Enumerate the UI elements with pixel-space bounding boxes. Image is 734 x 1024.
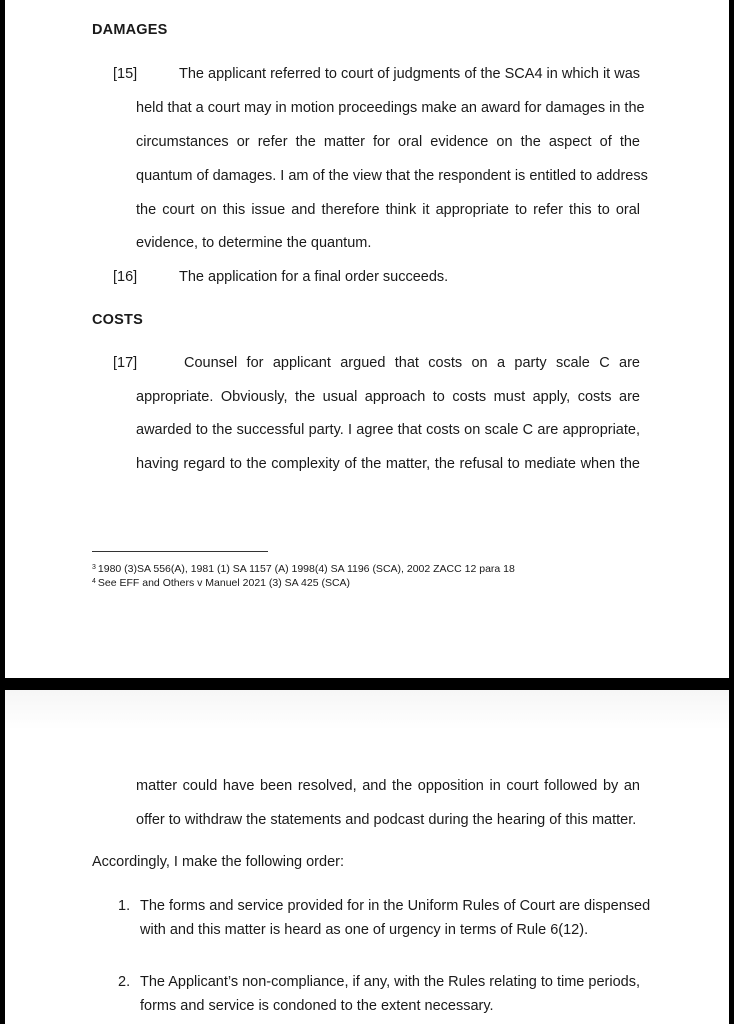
footnote-mark: 4 (92, 578, 96, 585)
paragraph-15-line: held that a court may in motion proceedings make an award for damages in the (136, 100, 645, 116)
order-item-line: The Applicant’s non-compliance, if any, with the Rules relating to time periods, (140, 974, 640, 990)
paragraph-17-line: awarded to the successful party. I agree that costs on scale C are appropriate, (136, 422, 640, 438)
paragraph-17-line: Counsel for applicant argued that costs on a party scale C are (184, 355, 640, 371)
order-item-line: forms and service is condoned to the extent necessary. (140, 998, 494, 1014)
footnote-4 (92, 577, 350, 589)
document-page-1 (5, 0, 729, 678)
paragraph-number-16: [16] (113, 269, 138, 285)
document-page-2 (5, 690, 729, 1024)
paragraph-17-line: having regard to the complexity of the matter, the refusal to mediate when the (136, 456, 640, 472)
paragraph-15-line: The applicant referred to court of judgments of the SCA4 in which it was (179, 66, 641, 82)
paragraph-15-line: quantum of damages. I am of the view that the respondent is entitled to address (136, 168, 648, 184)
order-item-number: 1. (118, 898, 131, 914)
footnote-3 (92, 563, 515, 575)
order-item-line: The forms and service provided for in the Uniform Rules of Court are dispensed (140, 898, 651, 914)
paragraph-17-line: appropriate. Obviously, the usual approach to costs must apply, costs are (136, 389, 640, 405)
footnote-text: See EFF and Others v Manuel 2021 (3) SA 425 (SCA) (97, 577, 351, 589)
order-item-line: with and this matter is heard as one of urgency in terms of Rule 6(12). (140, 922, 589, 938)
continued-paragraph-line: matter could have been resolved, and the opposition in court followed by an (136, 778, 640, 794)
order-intro: Accordingly, I make the following order: (92, 854, 344, 870)
paragraph-15-line: circumstances or refer the matter for oral evidence on the aspect of the (136, 134, 640, 150)
paragraph-16-text: The application for a final order succeeds. (179, 269, 449, 285)
paragraph-15-line: the court on this issue and therefore think it appropriate to refer this to oral (136, 202, 640, 218)
footnote-mark: 3 (92, 564, 96, 571)
order-item-number: 2. (118, 974, 131, 990)
footnote-separator (92, 551, 268, 552)
paragraph-number-17: [17] (113, 355, 138, 371)
footnote-text: 1980 (3)SA 556(A), 1981 (1) SA 1157 (A) 1998(4) SA 1196 (SCA), 2002 ZACC 12 para 18 (97, 563, 515, 575)
continued-paragraph-line: offer to withdraw the statements and podcast during the hearing of this matter. (136, 812, 637, 828)
heading-damages: DAMAGES (92, 22, 168, 38)
paragraph-number-15: [15] (113, 66, 138, 82)
paragraph-15-line: evidence, to determine the quantum. (136, 235, 372, 251)
heading-costs: COSTS (92, 312, 143, 328)
